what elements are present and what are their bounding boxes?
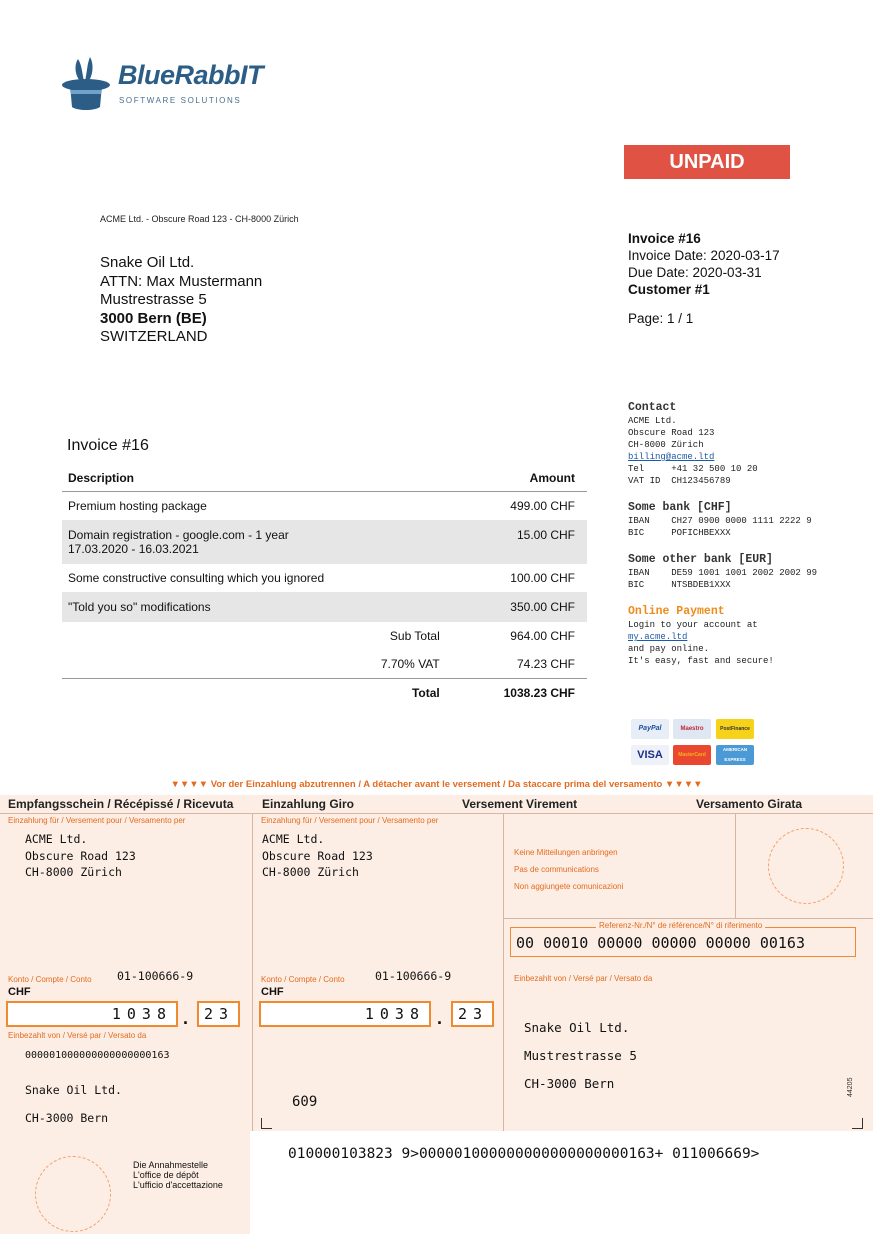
contact-city: CH-8000 Zürich xyxy=(628,440,704,450)
receipt-amount-francs: 1038 xyxy=(6,1001,178,1027)
ocr-coding-line: 010000103823 9>000001000000000000000000163+ 011006669> xyxy=(288,1146,760,1162)
invoice-table xyxy=(62,465,587,707)
payer-line: Snake Oil Ltd. xyxy=(25,1083,122,1097)
payee-line: CH-8000 Zürich xyxy=(262,865,359,879)
receipt-payee-label: Einzahlung für / Versement pour / Versamento per xyxy=(8,816,186,825)
contact-sidebar xyxy=(628,401,817,667)
online-payment-heading: Online Payment xyxy=(628,605,725,618)
decimal-point: . xyxy=(437,1008,443,1028)
slip-divider xyxy=(503,813,504,1131)
rabbit-hat-logo-icon xyxy=(60,55,112,111)
invoice-title: Invoice #16 xyxy=(67,437,149,454)
recipient-country: SWITZERLAND xyxy=(100,328,208,345)
mastercard-icon: MasterCard xyxy=(673,745,711,765)
receipt-paid-by-label: Einbezahlt von / Versé par / Versato da xyxy=(8,1031,147,1040)
sender-return-address: ACME Ltd. - Obscure Road 123 - CH-8000 Zürich xyxy=(100,214,299,224)
payer-line: CH-3000 Bern xyxy=(25,1111,109,1125)
giro-account-label: Konto / Compte / Conto xyxy=(261,975,345,984)
logo-wordmark: BlueRabbIT xyxy=(118,60,264,90)
subtotal-label: Sub Total xyxy=(389,629,440,643)
acceptance-stamp-area xyxy=(35,1156,111,1232)
online-line2: and pay online. xyxy=(628,644,710,654)
contact-heading: Contact xyxy=(628,401,677,414)
total-value: 1038.23 CHF xyxy=(456,679,587,708)
slip-divider xyxy=(503,918,873,919)
receipt-payer-address xyxy=(25,1076,122,1132)
item-description: Premium hosting package xyxy=(62,492,456,521)
giro-account-number: 01-100666-9 xyxy=(375,969,452,983)
giro-payee-label: Einzahlung für / Versement pour / Versamento per xyxy=(261,816,439,825)
giro-code-609: 609 xyxy=(292,1094,318,1110)
table-row xyxy=(62,564,587,593)
slip-divider xyxy=(252,813,253,1131)
item-description xyxy=(62,521,456,564)
col-description: Description xyxy=(62,465,456,492)
giro-amount-francs: 1038 xyxy=(259,1001,431,1027)
item-description: Some constructive consulting which you ignored xyxy=(62,564,456,593)
bank1-heading: Some bank [CHF] xyxy=(628,501,732,514)
slip-divider xyxy=(0,813,873,814)
payee-line: Obscure Road 123 xyxy=(262,848,373,863)
slip-virement-heading: Versement Virement xyxy=(462,797,578,811)
customer-number: Customer #1 xyxy=(628,282,710,297)
due-date: Due Date: 2020-03-31 xyxy=(628,265,762,280)
no-comm-line: Keine Mitteilungen anbringen xyxy=(514,848,618,857)
amex-icon: AMERICAN EXPRESS xyxy=(716,745,754,765)
invoice-date: Invoice Date: 2020-03-17 xyxy=(628,248,780,263)
table-row xyxy=(62,521,587,564)
recipient-company: Snake Oil Ltd. xyxy=(100,254,195,271)
payer-line: CH-3000 Bern xyxy=(524,1076,615,1091)
item-amount: 499.00 CHF xyxy=(456,492,587,521)
payee-line: Obscure Road 123 xyxy=(25,848,136,863)
no-communication-note xyxy=(514,844,623,895)
bank-stamp-area xyxy=(768,828,844,904)
vat-label: 7.70% VAT xyxy=(380,657,440,671)
payee-line: ACME Ltd. xyxy=(262,832,325,846)
online-line3: It's easy, fast and secure! xyxy=(628,656,774,666)
table-row xyxy=(62,593,587,622)
paypal-icon: PayPal xyxy=(631,719,669,739)
subtotal-row xyxy=(62,622,587,651)
visa-icon: VISA xyxy=(631,745,669,765)
decimal-point: . xyxy=(183,1008,189,1028)
acceptance-line: Die Annahmestelle xyxy=(133,1160,209,1170)
giro-currency: CHF xyxy=(261,986,284,998)
recipient-street: Mustrestrasse 5 xyxy=(100,291,207,308)
postfinance-icon: PostFinance xyxy=(716,719,754,739)
online-payment-link[interactable]: my.acme.ltd xyxy=(628,632,688,642)
paid-by-label: Einbezahlt von / Versé par / Versato da xyxy=(514,974,653,983)
form-code-vertical: 44205 xyxy=(847,1077,854,1097)
item-amount: 350.00 CHF xyxy=(456,593,587,622)
acceptance-office-label xyxy=(133,1160,223,1190)
no-comm-line: Pas de communications xyxy=(514,865,599,874)
bank2-iban: IBAN DE59 1001 1001 2002 2002 99 xyxy=(628,568,818,578)
reference-label: Referenz-Nr./N° de référence/N° di riferimento xyxy=(596,921,765,930)
page-number: Page: 1 / 1 xyxy=(628,311,694,326)
contact-vat: VAT ID CH123456789 xyxy=(628,476,731,486)
contact-name: ACME Ltd. xyxy=(628,416,677,426)
contact-email-link[interactable]: billing@acme.ltd xyxy=(628,452,715,462)
no-comm-line: Non aggiungete comunicazioni xyxy=(514,882,624,891)
contact-tel: Tel +41 32 500 10 20 xyxy=(628,464,758,474)
cut-instruction: ▼▼▼▼ Vor der Einzahlung abzutrennen / A détacher avant le versement / Da staccare prima del versamento ▼▼▼▼ xyxy=(170,779,703,790)
recipient-attn: ATTN: Max Mustermann xyxy=(100,272,263,290)
bank1-bic: BIC POFICHBEXXX xyxy=(628,528,731,538)
item-description-line1: Domain registration - google.com - 1 year xyxy=(68,528,289,542)
slip-giro-heading: Einzahlung Giro xyxy=(262,797,354,811)
receipt-reference: 000001000000000000000163 xyxy=(25,1050,170,1061)
bank1-iban: IBAN CH27 0900 0000 1111 2222 9 xyxy=(628,516,812,526)
corner-mark xyxy=(852,1118,863,1129)
table-row xyxy=(62,492,587,521)
online-line1: Login to your account at xyxy=(628,620,758,630)
total-row xyxy=(62,679,587,708)
recipient-address xyxy=(100,254,262,347)
col-amount: Amount xyxy=(456,465,587,492)
item-description: "Told you so" modifications xyxy=(62,593,456,622)
slip-divider xyxy=(735,813,736,918)
item-description-line2: 17.03.2020 - 16.03.2021 xyxy=(68,542,199,556)
status-badge: UNPAID xyxy=(624,145,790,179)
contact-street: Obscure Road 123 xyxy=(628,428,715,438)
bank2-heading: Some other bank [EUR] xyxy=(628,553,773,566)
slip-girata-heading: Versamento Girata xyxy=(696,797,803,811)
giro-amount-cents: 23 xyxy=(451,1001,494,1027)
invoice-number: Invoice #16 xyxy=(628,231,701,246)
recipient-city: 3000 Bern (BE) xyxy=(100,309,207,327)
invoice-meta xyxy=(628,230,780,327)
payee-line: ACME Ltd. xyxy=(25,832,88,846)
payer-line: Mustrestrasse 5 xyxy=(524,1048,637,1063)
table-header-row xyxy=(62,465,587,492)
giro-payee-address xyxy=(262,831,373,881)
slip-receipt-heading: Empfangsschein / Récépissé / Ricevuta xyxy=(8,797,234,811)
bank2-bic: BIC NTSBDEB1XXX xyxy=(628,580,731,590)
reference-number: 00 00010 00000 00000 00000 00163 xyxy=(516,934,805,952)
vat-row xyxy=(62,650,587,679)
vat-value: 74.23 CHF xyxy=(516,657,575,671)
total-label: Total xyxy=(62,679,456,708)
payer-address xyxy=(524,1014,637,1098)
receipt-currency: CHF xyxy=(8,986,31,998)
item-amount: 100.00 CHF xyxy=(456,564,587,593)
corner-mark xyxy=(261,1118,272,1129)
receipt-amount-cents: 23 xyxy=(197,1001,240,1027)
acceptance-line: L'office de dépôt xyxy=(133,1170,199,1180)
receipt-payee-address xyxy=(25,831,136,881)
maestro-icon: Maestro xyxy=(673,719,711,739)
item-amount: 15.00 CHF xyxy=(456,521,587,564)
subtotal-value: 964.00 CHF xyxy=(510,629,575,643)
receipt-account-number: 01-100666-9 xyxy=(117,969,194,983)
payer-line: Snake Oil Ltd. xyxy=(524,1020,630,1035)
logo-tagline: SOFTWARE SOLUTIONS xyxy=(119,96,242,105)
acceptance-line: L'ufficio d'accettazione xyxy=(133,1180,223,1190)
payee-line: CH-8000 Zürich xyxy=(25,865,122,879)
receipt-account-label: Konto / Compte / Conto xyxy=(8,975,92,984)
